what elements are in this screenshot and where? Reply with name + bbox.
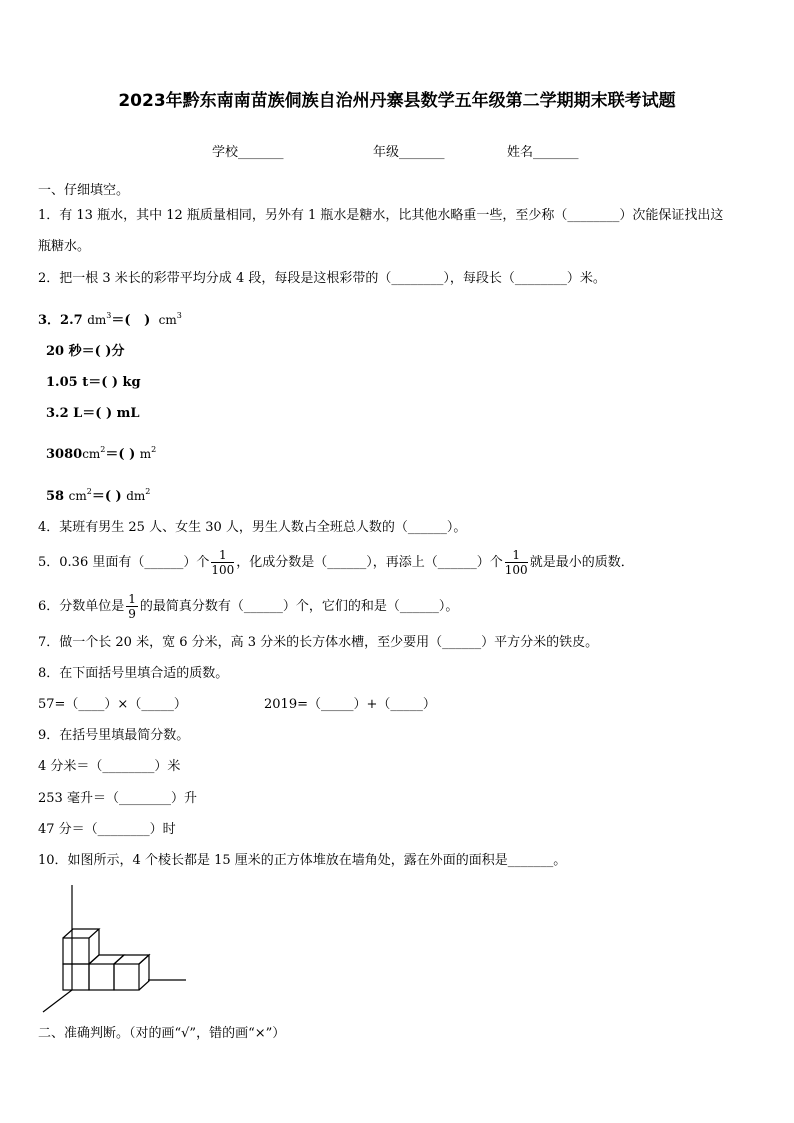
- question-3-line-6: 58 $cm^2=$( ) $dm^2$: [46, 487, 151, 504]
- question-3-line-3: 1.05 t＝( ) kg: [46, 375, 141, 390]
- question-3-line-4: 3.2 L＝( ) mL: [46, 406, 140, 421]
- question-9: 9．在括号里填最简分数。: [38, 728, 190, 743]
- question-9-line-1: 4 分米＝（________）米: [38, 759, 181, 774]
- question-1-line-2: 瓶糖水。: [38, 239, 91, 254]
- question-8: 8．在下面括号里填合适的质数。: [38, 666, 229, 681]
- question-9-line-3: 47 分＝（________）时: [38, 822, 176, 837]
- question-3-line-5: $3080cm^2=$( ) $m^2$: [46, 445, 157, 462]
- section-heading-1: 一、仔细填空。: [38, 183, 130, 198]
- section-heading-2: 二、准确判断。（对的画“√”，错的画“×”）: [38, 1026, 286, 1041]
- question-4: 4．某班有男生 25 人、女生 30 人，男生人数占全班总人数的（______）。: [38, 520, 467, 535]
- question-3-line-2: 20 秒＝( )分: [46, 344, 125, 359]
- question-5: 5．0.36 里面有（______）个 $\frac{1}{100}$ ，化成分数是（______），再添上（______）个 $\frac{1}{100}$ 就是最小的质数．: [38, 548, 634, 577]
- question-6: 6．分数单位是 $\frac{1}{9}$ 的最简真分数有（______）个，它们的和是（______）。: [38, 592, 459, 621]
- fraction-1-100-b: $\frac{1}{100}$: [504, 548, 528, 577]
- question-8-a: 57=（____）×（_____）: [38, 697, 187, 712]
- question-3: 3．2.7 $dm^3=$( ) $cm^3$: [38, 311, 182, 328]
- fraction-1-9: $\frac{1}{9}$: [128, 592, 136, 621]
- grade-field: 年级_______: [373, 145, 445, 160]
- question-8-b: 2019=（_____）+（_____）: [264, 697, 436, 712]
- fraction-1-100: $\frac{1}{100}$: [211, 548, 235, 577]
- page-title: 2023年黔东南南苗族侗族自治州丹寨县数学五年级第二学期期末联考试题: [118, 91, 676, 111]
- name-field: 姓名_______: [507, 145, 579, 160]
- question-1-line-1: 1．有 13 瓶水，其中 12 瓶质量相同，另外有 1 瓶水是糖水，比其他水略重一些，至少称（________）次能保证找出这: [38, 208, 724, 223]
- question-10: 10．如图所示，4 个棱长都是 15 厘米的正方体堆放在墙角处，露在外面的面积是_______。: [38, 853, 567, 868]
- question-9-line-2: 253 毫升＝（________）升: [38, 791, 197, 806]
- school-field: 学校_______: [212, 145, 284, 160]
- cube-stack-diagram: [38, 880, 198, 1020]
- question-2: 2．把一根 3 米长的彩带平均分成 4 段，每段是这根彩带的（________），每段长（________）米。: [38, 271, 606, 286]
- question-7: 7．做一个长 20 米，宽 6 分米，高 3 分米的长方体水槽，至少要用（______）平方分米的铁皮。: [38, 635, 599, 650]
